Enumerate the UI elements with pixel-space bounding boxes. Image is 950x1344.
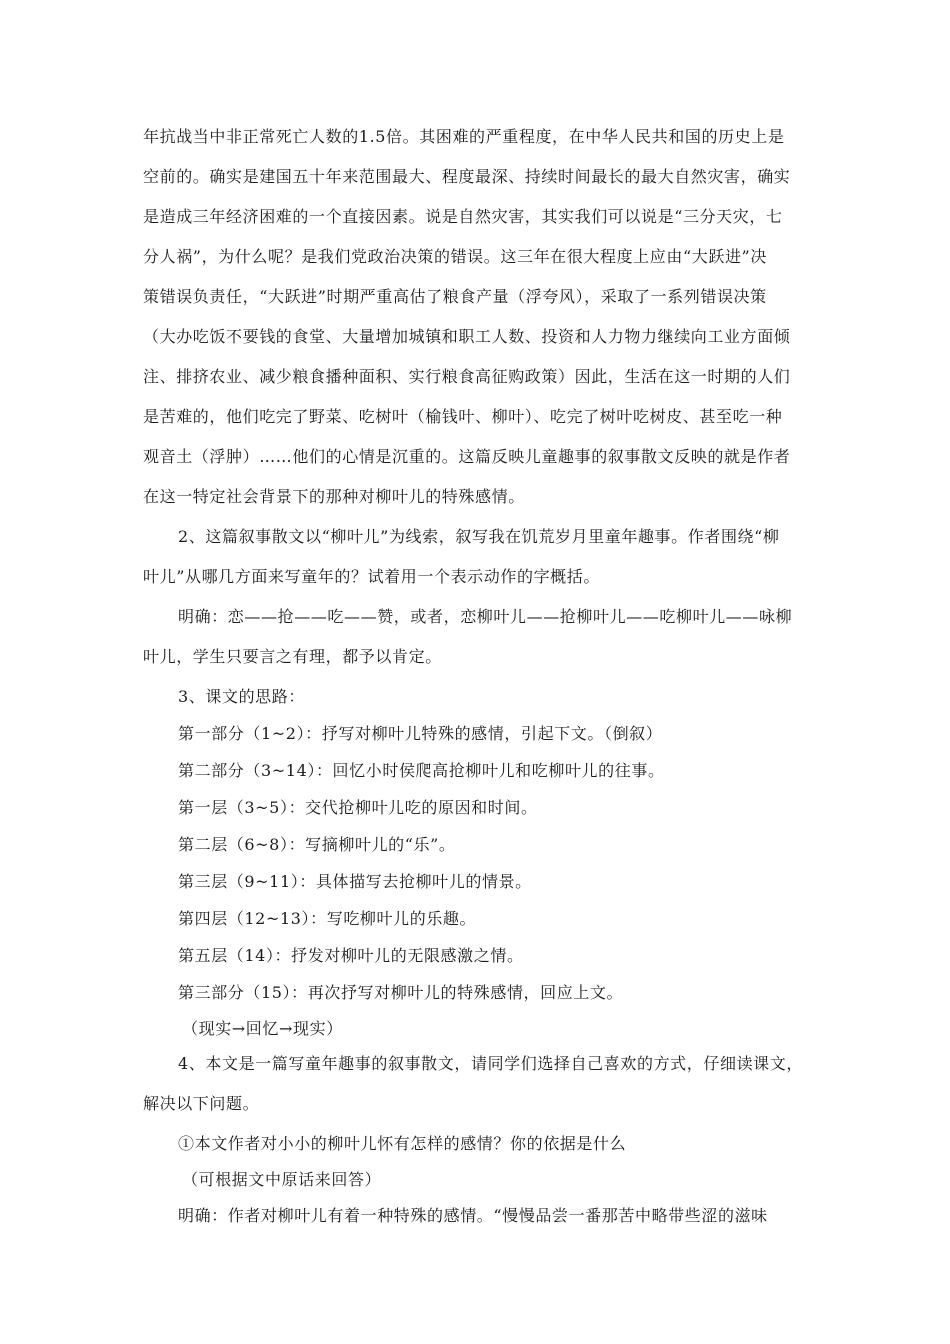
question-4-line-1: 4、本文是一篇写童年趣事的叙事散文，请同学们选择自己喜欢的方式，仔细读课文， — [178, 1054, 803, 1073]
paragraph-1-line-3: 是造成三年经济困难的一个直接因素。说是自然灾害，其实我们可以说是“三分天灾，七 — [143, 207, 783, 226]
paragraph-1-line-6: （大办吃饭不要钱的食堂、大量增加城镇和职工人数、投资和人力物力继续向工业方面倾 — [143, 327, 791, 346]
outline-summary: （现实→回忆→现实） — [182, 1019, 343, 1038]
outline-item: 第四层（12~13）：写吃柳叶儿的乐趣。 — [178, 909, 477, 928]
paragraph-1-line-4: 分人祸”，为什么呢？是我们党政治决策的错误。这三年在很大程度上应由“大跃进”决 — [143, 247, 767, 266]
outline-item: 第二部分（3~14）：回忆小时侯爬高抢柳叶儿和吃柳叶儿的往事。 — [178, 761, 665, 780]
outline-item: 第一层（3~5）：交代抢柳叶儿吃的原因和时间。 — [178, 798, 538, 817]
question-3-title: 3、课文的思路： — [178, 687, 305, 706]
outline-item: 第一部分（1~2）：抒写对柳叶儿特殊的感情，引起下文。（倒叙） — [178, 724, 663, 743]
question-4-line-2: 解决以下问题。 — [143, 1094, 260, 1113]
paragraph-1-line-1: 年抗战当中非正常死亡人数的1.5倍。其困难的严重程度，在中华人民共和国的历史上是 — [143, 127, 785, 146]
outline-item: 第三层（9~11）：具体描写去抢柳叶儿的情景。 — [178, 872, 532, 891]
paragraph-1-line-2: 空前的。确实是建国五十年来范围最大、程度最深、持续时间最长的最大自然灾害，确实 — [143, 167, 791, 186]
answer-2-line-1: 明确：恋——抢——吃——赞，或者，恋柳叶儿——抢柳叶儿——吃柳叶儿——咏柳 — [178, 607, 793, 626]
outline-item: 第五层（14）：抒发对柳叶儿的无限感激之情。 — [178, 946, 524, 965]
question-2-line-1: 2、这篇叙事散文以“柳叶儿”为线索，叙写我在饥荒岁月里童年趣事。作者围绕“柳 — [178, 527, 780, 546]
paragraph-1-line-7: 注、排挤农业、减少粮食播种面积、实行粮食高征购政策）因此，生活在这一时期的人们 — [143, 367, 791, 386]
paragraph-1-line-9: 观音土（浮肿）……他们的心情是沉重的。这篇反映儿童趣事的叙事散文反映的就是作者 — [143, 447, 791, 466]
paragraph-1-line-5: 策错误负责任，“大跃进”时期严重高估了粮食产量（浮夸风），采取了一系列错误决策 — [143, 287, 767, 306]
outline-item: 第三部分（15）：再次抒写对柳叶儿的特殊感情，回应上文。 — [178, 983, 624, 1002]
question-4-hint: （可根据文中原话来回答） — [182, 1170, 382, 1189]
question-4-answer: 明确：作者对柳叶儿有着一种特殊的感情。“慢慢品尝一番那苦中略带些涩的滋味 — [178, 1206, 768, 1225]
question-4-sub-question: ①本文作者对小小的柳叶儿怀有怎样的感情？你的依据是什么 — [178, 1134, 627, 1153]
question-2-line-2: 叶儿”从哪几方面来写童年的？试着用一个表示动作的字概括。 — [143, 567, 600, 586]
paragraph-1-line-8: 是苦难的，他们吃完了野菜、吃树叶（榆钱叶、柳叶）、吃完了树叶吃树皮、甚至吃一种 — [143, 407, 783, 426]
outline-item: 第二层（6~8）：写摘柳叶儿的“乐”。 — [178, 835, 456, 854]
answer-2-line-2: 叶儿，学生只要言之有理，都予以肯定。 — [143, 647, 442, 666]
paragraph-1-line-10: 在这一特定社会背景下的那种对柳叶儿的特殊感情。 — [143, 487, 525, 506]
